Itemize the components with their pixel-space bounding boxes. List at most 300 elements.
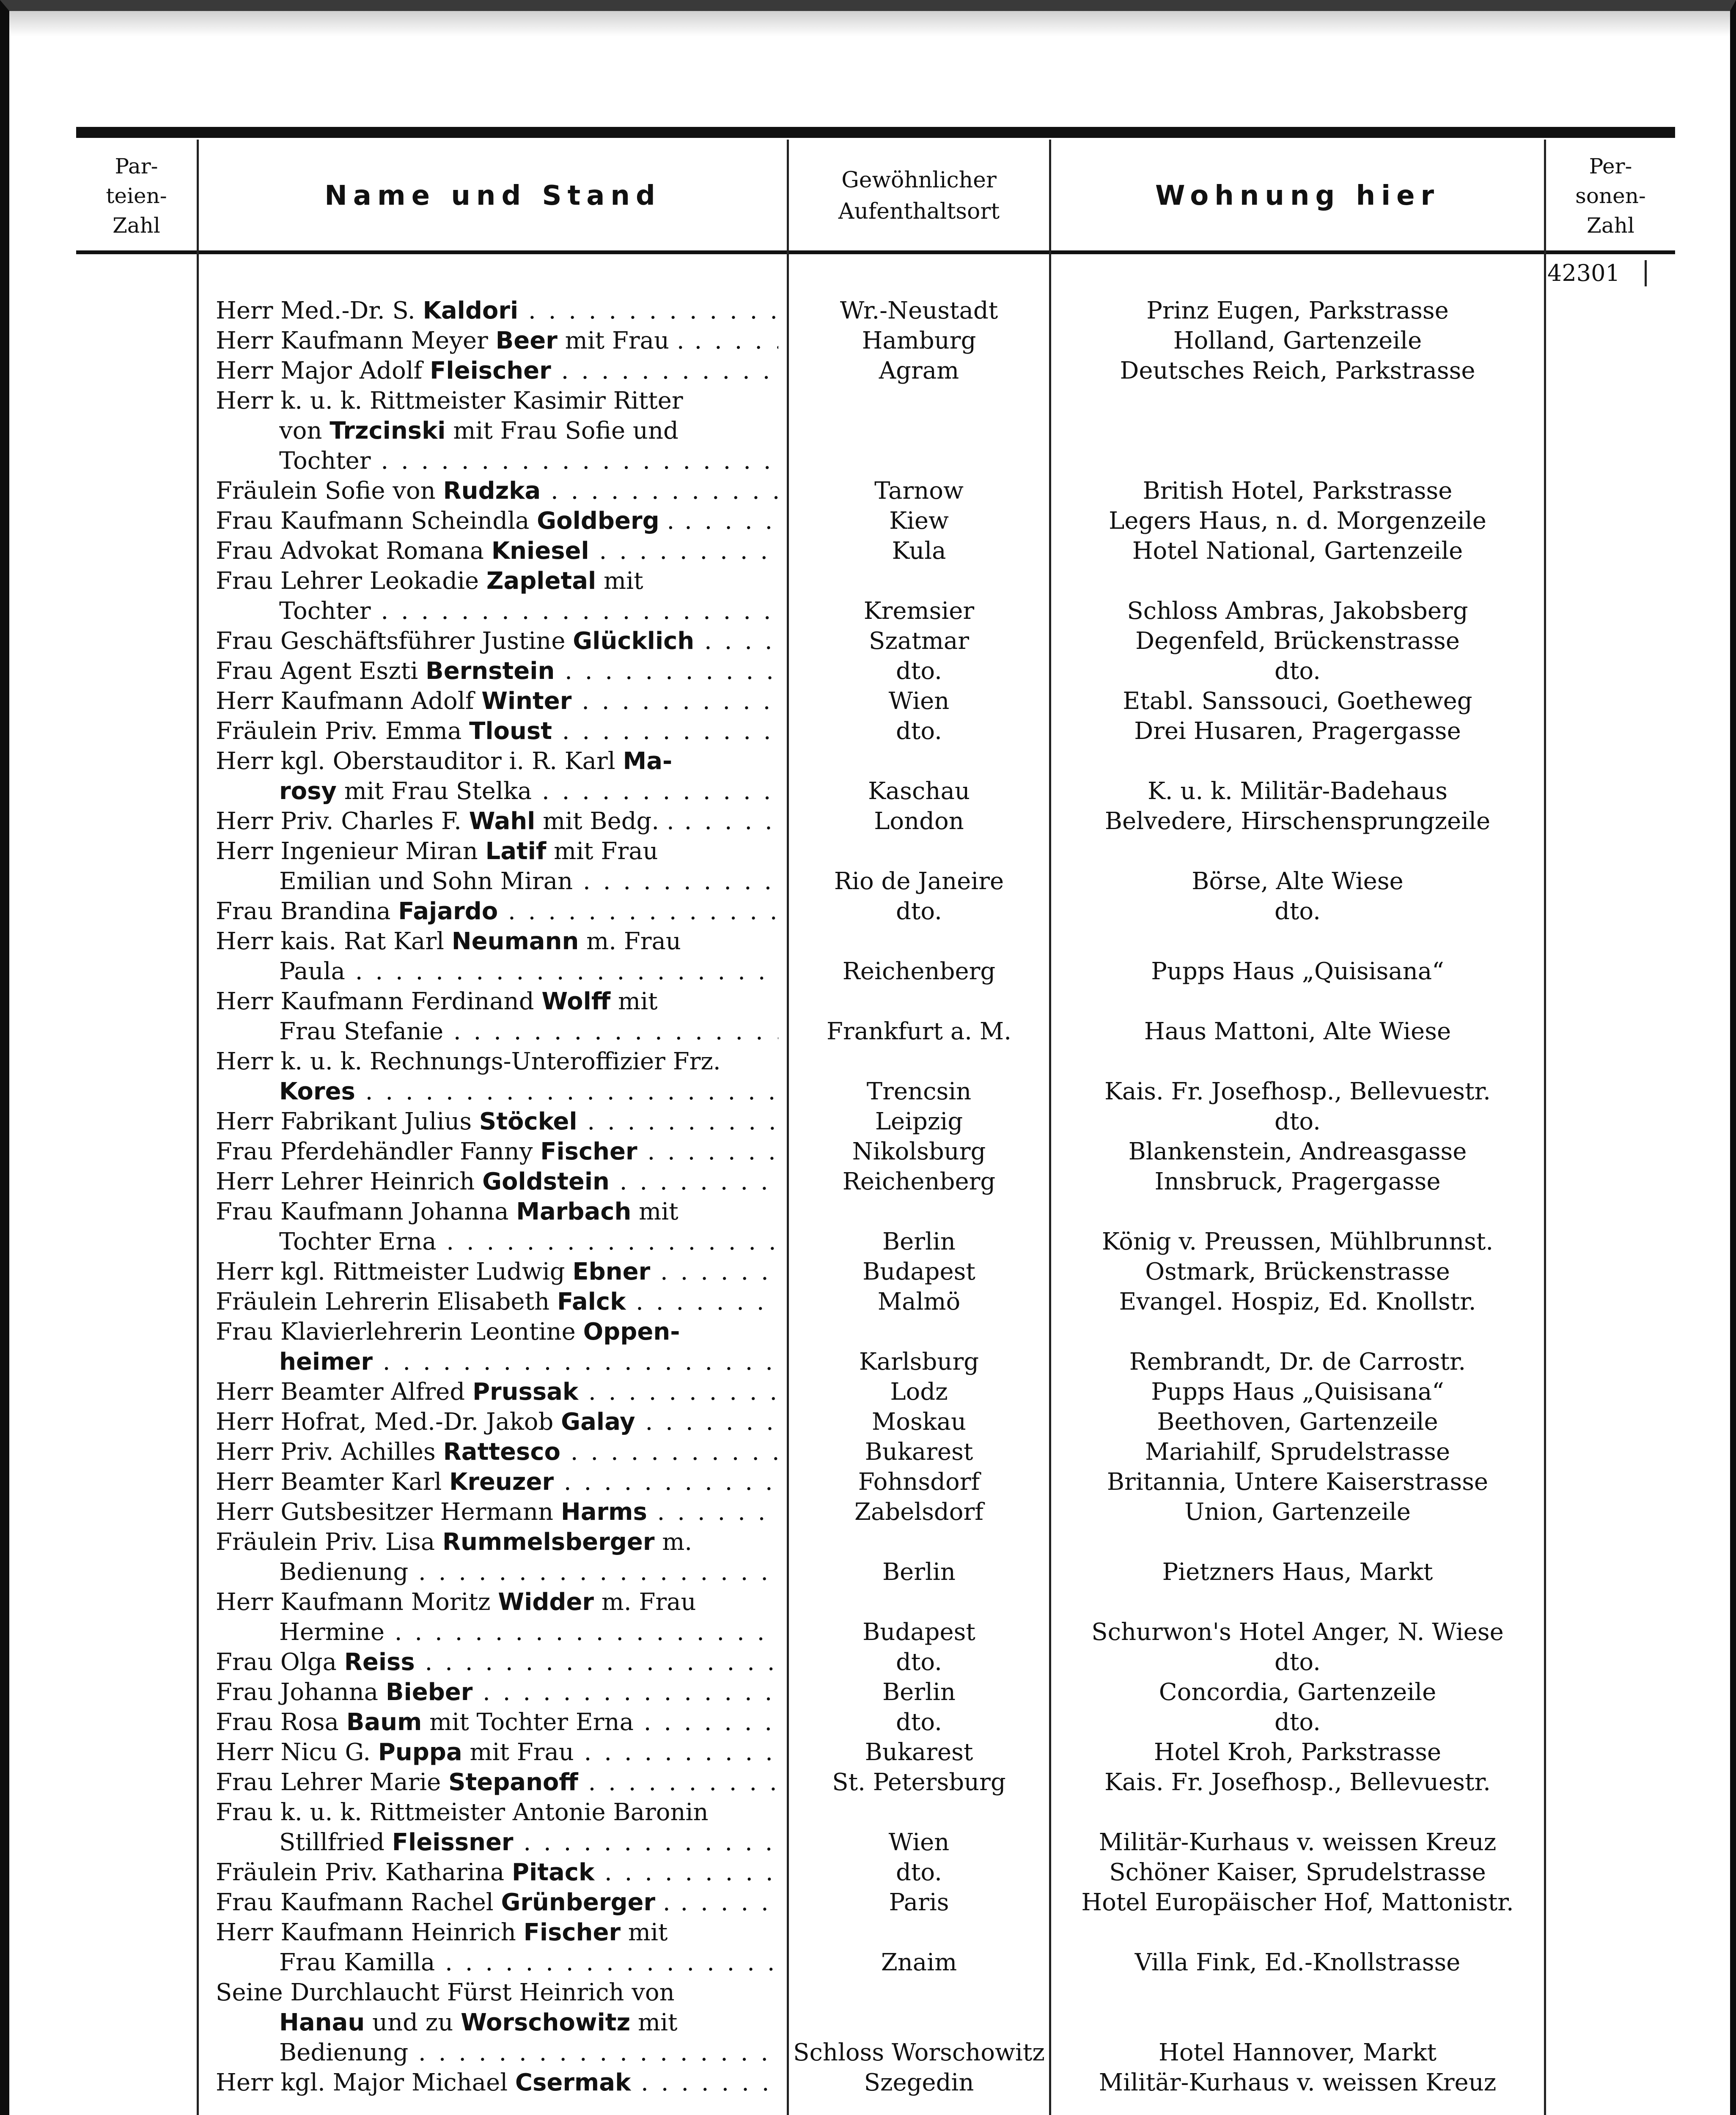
local-lodging: dto. — [1275, 1708, 1321, 1736]
local-lodging: Schurwon's Hotel Anger, N. Wiese — [1091, 1618, 1504, 1646]
register-row — [76, 356, 1675, 386]
guest-title: m. Frau — [579, 928, 681, 955]
register-row — [76, 1798, 1675, 1827]
guest-name-and-status — [216, 687, 778, 716]
register-row — [76, 2008, 1675, 2038]
local-lodging: Holland, Gartenzeile — [1173, 327, 1422, 354]
local-lodging: Schöner Kaiser, Sprudelstrasse — [1109, 1859, 1486, 1886]
register-row — [76, 1918, 1675, 1947]
guest-surname: Stöckel — [479, 1108, 577, 1135]
guest-title: Herr Kaufmann Adolf — [216, 687, 482, 715]
usual-residence: Wr.-Neustadt — [840, 297, 998, 324]
usual-residence: Berlin — [882, 1558, 956, 1586]
guest-surname: Wolff — [541, 988, 611, 1015]
guest-name-and-status — [216, 1678, 778, 1707]
usual-residence: Bukarest — [865, 1739, 973, 1766]
guest-title: Hermine — [279, 1618, 385, 1646]
guest-name-and-status — [216, 326, 778, 356]
guest-surname: Reiss — [344, 1648, 415, 1676]
guest-title: Herr kais. Rat Karl — [216, 928, 452, 955]
local-lodging: dto. — [1275, 657, 1321, 685]
usual-residence: Reichenberg — [842, 958, 996, 985]
guest-title: Frau Olga — [216, 1648, 344, 1676]
usual-residence: Kula — [892, 537, 946, 565]
guest-surname: Grünberger — [501, 1889, 656, 1916]
guest-name-and-status — [216, 2068, 778, 2098]
usual-residence: Znaim — [881, 1949, 957, 1976]
guest-title: Fräulein Sofie von — [216, 477, 443, 505]
guest-title: mit Frau Stelka — [336, 777, 532, 805]
guest-title: Frau Rosa — [216, 1708, 346, 1736]
usual-residence: Wien — [888, 687, 950, 715]
register-row — [76, 1377, 1675, 1407]
usual-residence: Paris — [889, 1889, 949, 1916]
guest-name-and-status — [279, 1948, 778, 1978]
guest-title: mit Frau Sofie und — [445, 417, 678, 445]
guest-surname: Ebner — [572, 1258, 651, 1285]
header-aufenthaltsort: Gewöhnlicher Aufenthaltsort — [838, 167, 1000, 224]
header-name-und-stand: Name und Stand — [324, 180, 661, 212]
local-lodging: dto. — [1275, 898, 1321, 925]
guest-name-and-status — [216, 1888, 778, 1917]
guest-name-and-status — [216, 356, 778, 386]
register-row — [76, 1618, 1675, 1647]
guest-surname: Glücklich — [573, 627, 695, 655]
usual-residence: London — [874, 808, 964, 835]
usual-residence: Rio de Janeire — [834, 868, 1004, 895]
guest-name-and-status — [216, 1287, 778, 1317]
local-lodging: Degenfeld, Brückenstrasse — [1135, 627, 1460, 655]
register-row — [76, 897, 1675, 926]
register-row — [76, 927, 1675, 956]
guest-title: Paula — [279, 958, 345, 985]
page-edge-shadow — [9, 11, 1730, 36]
guest-name-and-status — [216, 1858, 778, 1887]
guest-surname: Goldstein — [482, 1168, 610, 1195]
guest-name-and-status — [216, 837, 778, 866]
guest-title: . — [659, 507, 675, 535]
guest-name-and-status — [279, 1828, 778, 1857]
register-row — [76, 386, 1675, 416]
register-row — [76, 1227, 1675, 1257]
local-lodging: Deutsches Reich, Parkstrasse — [1120, 357, 1475, 385]
usual-residence: Leipzig — [875, 1108, 963, 1135]
guest-title: Herr Lehrer Heinrich — [216, 1168, 483, 1195]
guest-title: Herr Priv. Achilles — [216, 1438, 443, 1466]
usual-residence: dto. — [896, 717, 942, 745]
usual-residence: Reichenberg — [842, 1168, 996, 1195]
guest-name-and-status — [216, 1197, 778, 1227]
usual-residence: St. Petersburg — [832, 1769, 1006, 1796]
usual-residence: Tarnow — [874, 477, 964, 505]
local-lodging: Schloss Ambras, Jakobsberg — [1127, 597, 1468, 625]
local-lodging: Militär-Kurhaus v. weissen Kreuz — [1099, 2069, 1497, 2096]
guest-name-and-status — [279, 1017, 778, 1047]
guest-title: von — [279, 417, 330, 445]
local-lodging: Mariahilf, Sprudelstrasse — [1145, 1438, 1450, 1466]
guest-surname: Stepanoff — [448, 1769, 578, 1796]
local-lodging: Blankenstein, Andreasgasse — [1128, 1138, 1467, 1165]
guest-name-and-status — [216, 1527, 778, 1557]
header-parteien-zahl: Par- teien- Zahl — [106, 154, 167, 238]
local-lodging: Rembrandt, Dr. de Carrostr. — [1129, 1348, 1466, 1376]
guest-surname: Kores — [279, 1078, 355, 1105]
register-row — [76, 2038, 1675, 2068]
guest-title: mit Bedg. . — [535, 808, 674, 835]
guest-name-and-status — [216, 1317, 778, 1347]
guest-name-and-status — [279, 596, 778, 626]
guest-title: Herr Priv. Charles F. — [216, 808, 469, 835]
register-row — [76, 656, 1675, 686]
guest-surname: Pitack — [511, 1859, 595, 1886]
usual-residence: dto. — [896, 898, 942, 925]
guest-title: . — [655, 1889, 670, 1916]
register-row — [76, 687, 1675, 716]
guest-title: Tochter Erna — [279, 1228, 437, 1255]
guest-surname: Galay — [561, 1408, 635, 1436]
guest-surname: rosy — [279, 777, 337, 805]
guest-surname: Kreuzer — [449, 1468, 554, 1496]
usual-residence: Malmö — [877, 1288, 961, 1316]
guest-title: mit — [621, 1919, 668, 1946]
register-row — [76, 1467, 1675, 1497]
guest-name-and-status — [216, 1377, 778, 1407]
guest-title: Frau Agent Eszti — [216, 657, 426, 685]
local-lodging: Kais. Fr. Josefhosp., Bellevuestr. — [1104, 1769, 1491, 1796]
local-lodging: Hotel Europäischer Hof, Mattonistr. — [1081, 1889, 1514, 1916]
local-lodging: Hotel Hannover, Markt — [1159, 2039, 1437, 2066]
local-lodging: dto. — [1275, 1648, 1321, 1676]
local-lodging: Kais. Fr. Josefhosp., Bellevuestr. — [1104, 1078, 1491, 1105]
usual-residence: Nikolsburg — [852, 1138, 986, 1165]
guest-surname: Latif — [485, 838, 547, 865]
guest-name-and-status — [216, 656, 778, 686]
guest-name-and-status — [216, 536, 778, 566]
top-rule — [76, 127, 1675, 138]
guest-title: Frau Brandina — [216, 898, 398, 925]
register-row — [76, 1557, 1675, 1587]
guest-title: Frau Johanna — [216, 1678, 386, 1706]
register-row — [76, 1047, 1675, 1077]
usual-residence: Kremsier — [863, 597, 975, 625]
local-lodging: Beethoven, Gartenzeile — [1157, 1408, 1438, 1436]
guest-surname: Fleissner — [392, 1829, 514, 1856]
register-row — [76, 717, 1675, 746]
guest-title: Herr Beamter Alfred — [216, 1378, 472, 1406]
guest-surname: Rudzka — [443, 477, 541, 505]
register-row — [76, 1107, 1675, 1137]
guest-title: Herr Kaufmann Heinrich — [216, 1919, 524, 1946]
guest-title: Herr Fabrikant Julius — [216, 1108, 479, 1135]
register-row — [76, 536, 1675, 566]
guest-surname: Baum — [346, 1708, 422, 1736]
guest-surname: Bernstein — [426, 657, 555, 685]
guest-name-and-status — [216, 897, 778, 926]
guest-surname: Kaldori — [423, 297, 519, 324]
guest-name-and-status — [216, 747, 778, 776]
usual-residence: Schloss Worschowitz — [793, 2039, 1045, 2066]
guest-name-and-status — [279, 1618, 778, 1647]
register-row — [76, 777, 1675, 806]
guest-name-and-status — [279, 2038, 778, 2068]
register-row — [76, 1588, 1675, 1617]
guest-surname: Trzcinski — [330, 417, 446, 445]
guest-title: Herr Beamter Karl — [216, 1468, 450, 1496]
local-lodging: Drei Husaren, Pragergasse — [1134, 717, 1461, 745]
register-row — [76, 1888, 1675, 1917]
guest-surname: Rattesco — [443, 1438, 560, 1466]
register-row — [76, 1407, 1675, 1437]
usual-residence: Agram — [879, 357, 959, 385]
guest-title: Frau Kamilla — [279, 1949, 435, 1976]
guest-name-and-status — [279, 1347, 778, 1377]
usual-residence: dto. — [896, 1708, 942, 1736]
guest-name-and-status — [216, 1978, 778, 2008]
guest-name-and-status — [216, 1768, 778, 1797]
guest-title: Herr k. u. k. Rechnungs-Unteroffizier Frz. — [216, 1048, 721, 1075]
guest-name-and-status — [216, 1588, 778, 1617]
register-row — [76, 326, 1675, 356]
register-row — [76, 1437, 1675, 1467]
guest-title: mit — [596, 567, 643, 595]
local-lodging: Pietzners Haus, Markt — [1162, 1558, 1433, 1586]
usual-residence: dto. — [896, 1648, 942, 1676]
guest-name-and-status — [216, 1107, 778, 1137]
guest-name-and-status — [216, 1798, 778, 1827]
local-lodging: Prinz Eugen, Parkstrasse — [1146, 297, 1449, 324]
guest-title: mit — [610, 988, 658, 1015]
register-row — [76, 1197, 1675, 1227]
guest-name-and-status — [279, 867, 778, 896]
local-lodging: Militär-Kurhaus v. weissen Kreuz — [1099, 1829, 1497, 1856]
register-row — [76, 1347, 1675, 1377]
guest-name-and-status — [216, 386, 778, 416]
guest-name-and-status — [216, 1047, 778, 1077]
guest-title: mit Frau — [462, 1739, 574, 1766]
guest-surname: heimer — [279, 1348, 373, 1376]
header-wohnung-hier: Wohnung hier — [1155, 180, 1440, 212]
guest-name-and-status — [279, 416, 778, 446]
guest-title: Herr Gutsbesitzer Hermann — [216, 1498, 561, 1526]
guest-title: Frau Stefanie — [279, 1018, 444, 1045]
usual-residence: Szegedin — [864, 2069, 974, 2096]
usual-residence: Kiew — [889, 507, 949, 535]
guest-name-and-status — [216, 1407, 778, 1437]
guest-title: Frau Geschäftsführer Justine — [216, 627, 573, 655]
guest-title: mit Frau . — [557, 327, 684, 354]
register-row — [76, 1317, 1675, 1347]
guest-name-and-status — [216, 1137, 778, 1167]
guest-name-and-status — [216, 807, 778, 836]
guest-title: Fräulein Priv. Lisa — [216, 1528, 442, 1556]
guest-title: Frau Lehrer Marie — [216, 1769, 449, 1796]
guest-title: m. — [654, 1528, 692, 1556]
local-lodging: Pupps Haus „Quisisana“ — [1151, 958, 1444, 985]
usual-residence: Hamburg — [862, 327, 976, 354]
guest-title: Frau Advokat Romana — [216, 537, 492, 565]
guest-surname: Harms — [560, 1498, 647, 1526]
guest-title: Bedienung — [279, 1558, 409, 1586]
guest-title: Emilian und Sohn Miran — [279, 868, 573, 895]
guest-name-and-status — [216, 1167, 778, 1197]
register-row — [76, 1497, 1675, 1527]
local-lodging: Etabl. Sanssouci, Goetheweg — [1123, 687, 1472, 715]
guest-title: Herr kgl. Major Michael — [216, 2069, 515, 2096]
register-row — [76, 1828, 1675, 1857]
usual-residence: Lodz — [890, 1378, 948, 1406]
local-lodging: Ostmark, Brückenstrasse — [1145, 1258, 1450, 1285]
guest-surname: Prussak — [472, 1378, 579, 1406]
register-row — [76, 1678, 1675, 1707]
guest-surname: Oppen- — [583, 1318, 680, 1346]
guest-title: Herr Kaufmann Moritz — [216, 1588, 498, 1616]
register-row — [76, 566, 1675, 596]
register-row — [76, 957, 1675, 986]
guest-surname: Wahl — [469, 808, 536, 835]
usual-residence: Kaschau — [868, 777, 970, 805]
guest-title: Herr Kaufmann Meyer — [216, 327, 496, 354]
guest-title: und zu — [365, 2009, 461, 2036]
guest-title: Frau k. u. k. Rittmeister Antonie Baronin — [216, 1799, 709, 1826]
guest-name-and-status — [216, 626, 778, 656]
register-row — [76, 1287, 1675, 1317]
guest-surname: Fajardo — [398, 898, 498, 925]
guest-title: Fräulein Priv. Emma — [216, 717, 470, 745]
guest-name-and-status — [216, 296, 778, 326]
guest-name-and-status — [279, 1077, 778, 1107]
guest-name-and-status — [279, 1557, 778, 1587]
local-lodging: Innsbruck, Pragergasse — [1154, 1168, 1441, 1195]
register-row — [76, 2068, 1675, 2098]
local-lodging: Hotel Kroh, Parkstrasse — [1154, 1739, 1442, 1766]
guest-title: m. Frau — [594, 1588, 696, 1616]
guest-surname: Fleischer — [430, 357, 551, 385]
register-row — [76, 1167, 1675, 1197]
usual-residence: Budapest — [863, 1618, 975, 1646]
guest-name-and-status — [216, 1738, 778, 1767]
register-row — [76, 1077, 1675, 1107]
guest-title: mit Tochter Erna — [422, 1708, 634, 1736]
guest-title: mit — [630, 2009, 678, 2036]
guest-title: Frau Pferdehändler Fanny — [216, 1138, 541, 1165]
guest-surname: Beer — [495, 327, 558, 354]
usual-residence: Wien — [888, 1829, 950, 1856]
register-row — [76, 837, 1675, 866]
local-lodging: Evangel. Hospiz, Ed. Knollstr. — [1119, 1288, 1476, 1316]
usual-residence: Trencsin — [866, 1078, 972, 1105]
guest-title: Bedienung — [279, 2039, 409, 2066]
header-personen-zahl: Per- sonen- Zahl — [1575, 154, 1646, 238]
local-lodging: British Hotel, Parkstrasse — [1143, 477, 1453, 505]
usual-residence: Budapest — [863, 1258, 975, 1285]
local-lodging: Pupps Haus „Quisisana“ — [1151, 1378, 1444, 1406]
local-lodging: Britannia, Untere Kaiserstrasse — [1107, 1468, 1489, 1496]
register-row — [76, 1527, 1675, 1557]
register-row — [76, 1738, 1675, 1767]
usual-residence: dto. — [896, 1859, 942, 1886]
guest-surname: Puppa — [378, 1739, 462, 1766]
guest-surname: Falck — [557, 1288, 626, 1316]
register-row — [76, 807, 1675, 836]
register-row — [76, 1768, 1675, 1797]
guest-surname: Worschowitz — [461, 2009, 631, 2036]
guest-register-table — [76, 127, 1675, 2115]
guest-title: Frau Kaufmann Scheindla — [216, 507, 537, 535]
guest-title: Frau Klavierlehrerin Leontine — [216, 1318, 583, 1346]
register-row — [76, 747, 1675, 776]
guest-surname: Fischer — [540, 1138, 637, 1165]
register-row — [76, 446, 1675, 476]
local-lodging: Villa Fink, Ed.-Knollstrasse — [1134, 1949, 1461, 1976]
usual-residence: Moskau — [871, 1408, 967, 1436]
register-row — [76, 1017, 1675, 1047]
guest-title: Fräulein Priv. Katharina — [216, 1859, 512, 1886]
register-row — [76, 1948, 1675, 1978]
guest-title: Herr Kaufmann Ferdinand — [216, 988, 542, 1015]
local-lodging: Legers Haus, n. d. Morgenzeile — [1109, 507, 1486, 535]
guest-title: mit Frau — [546, 838, 658, 865]
guest-title: Herr kgl. Rittmeister Ludwig — [216, 1258, 573, 1285]
register-row — [76, 296, 1675, 326]
guest-title: Herr Major Adolf — [216, 357, 430, 385]
guest-surname: Fischer — [523, 1919, 621, 1946]
guest-title: Frau Lehrer Leokadie — [216, 567, 486, 595]
usual-residence: Bukarest — [865, 1438, 973, 1466]
guest-name-and-status — [216, 927, 778, 956]
guest-title: Tochter — [279, 447, 371, 475]
guest-surname: Neumann — [451, 928, 579, 955]
local-lodging: Hotel National, Gartenzeile — [1132, 537, 1463, 565]
guest-name-and-status — [279, 1227, 778, 1257]
guest-surname: Hanau — [279, 2009, 365, 2036]
guest-surname: Goldberg — [537, 507, 659, 535]
guest-title: Herr Nicu G. — [216, 1739, 378, 1766]
register-row — [76, 596, 1675, 626]
register-row — [76, 416, 1675, 446]
guest-title: Frau Kaufmann Johanna — [216, 1198, 516, 1225]
guest-title: Fräulein Lehrerin Elisabeth — [216, 1288, 557, 1316]
usual-residence: Frankfurt a. M. — [826, 1018, 1011, 1045]
guest-surname: Widder — [498, 1588, 594, 1616]
guest-title: Herr Ingenieur Miran — [216, 838, 486, 865]
usual-residence: Szatmar — [868, 627, 969, 655]
guest-name-and-status — [216, 1257, 778, 1287]
guest-name-and-status — [216, 1467, 778, 1497]
guest-title: mit — [631, 1198, 678, 1225]
guest-title: Herr kgl. Oberstauditor i. R. Karl — [216, 747, 623, 775]
usual-residence: dto. — [896, 657, 942, 685]
guest-name-and-status — [216, 1437, 778, 1467]
guest-surname: Csermak — [515, 2069, 631, 2096]
guest-title: Herr Med.-Dr. S. — [216, 297, 423, 324]
guest-surname: Winter — [481, 687, 572, 715]
guest-title: Stillfried — [279, 1829, 392, 1856]
guest-title: Herr Hofrat, Med.-Dr. Jakob — [216, 1408, 561, 1436]
register-row — [76, 1137, 1675, 1167]
guest-surname: Rummelsberger — [442, 1528, 655, 1556]
guest-name-and-status — [279, 957, 778, 986]
local-lodging: Union, Gartenzeile — [1184, 1498, 1411, 1526]
guest-surname: Kniesel — [491, 537, 589, 565]
guest-name-and-status — [216, 1497, 778, 1527]
usual-residence: Karlsburg — [859, 1348, 979, 1376]
guest-name-and-status — [216, 717, 778, 746]
guest-surname: Ma- — [623, 747, 673, 775]
register-row — [76, 626, 1675, 656]
usual-residence: Zabelsdorf — [854, 1498, 983, 1526]
usual-residence: Berlin — [882, 1678, 956, 1706]
local-lodging: Börse, Alte Wiese — [1192, 868, 1404, 895]
